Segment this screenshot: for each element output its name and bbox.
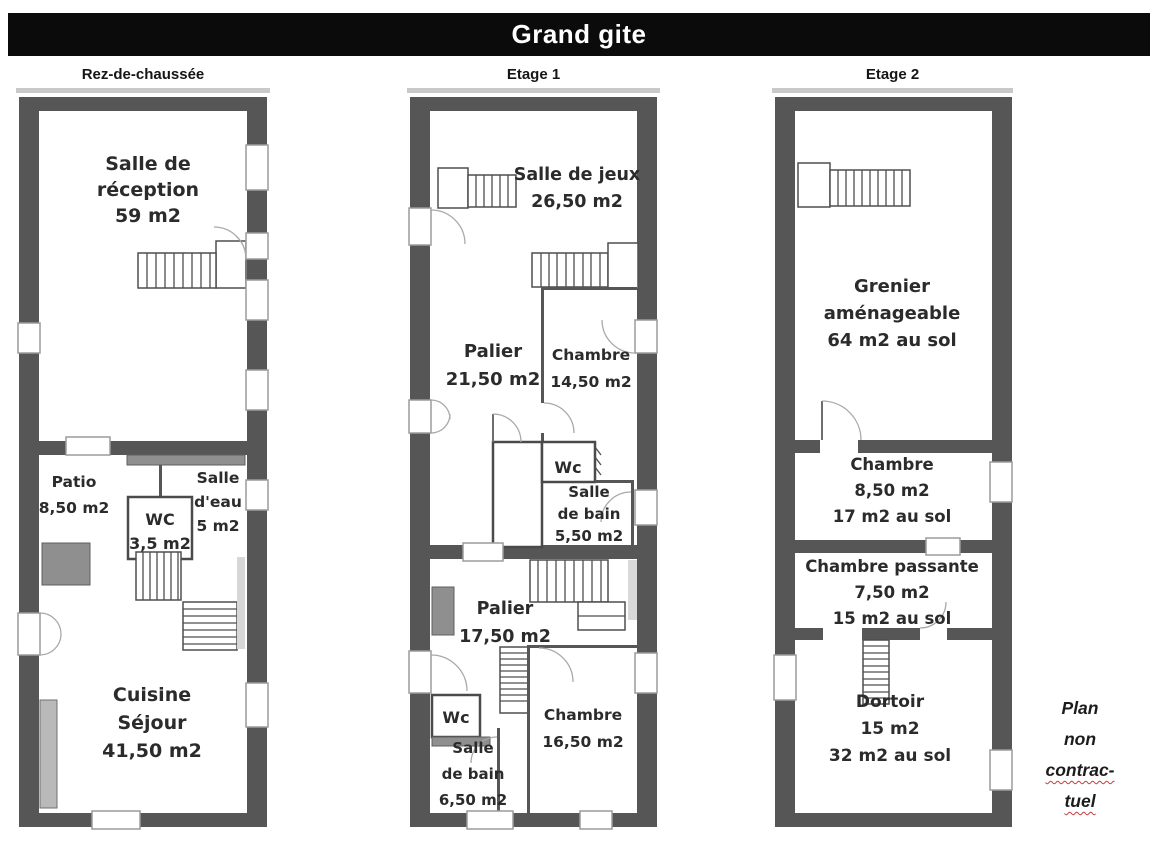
window-divider (463, 543, 503, 561)
svg-text:3,5 m2: 3,5 m2 (129, 534, 191, 553)
room-label-reception (97, 153, 199, 227)
room-label-palier1 (446, 341, 540, 390)
room-label-sdb2 (439, 739, 507, 809)
room-label-wc1: Wc (554, 458, 582, 477)
svg-text:17 m2 au sol: 17 m2 au sol (832, 507, 952, 526)
room-label-chambre2 (542, 706, 623, 751)
chambre1-walls (541, 287, 637, 442)
door-double-left (40, 613, 61, 655)
svg-text:Chambre: Chambre (551, 346, 631, 364)
svg-text:17,50 m2: 17,50 m2 (459, 627, 551, 647)
note-line: contrac- (1045, 760, 1115, 780)
room-label-palier2 (459, 599, 551, 647)
svg-text:réception: réception (96, 179, 200, 201)
stairs-mid (532, 243, 638, 289)
room-label-wc2: Wc (442, 708, 470, 727)
svg-text:de bain: de bain (557, 505, 621, 523)
svg-text:14,50 m2: 14,50 m2 (550, 373, 632, 391)
svg-text:Salle de jeux: Salle de jeux (513, 165, 641, 185)
floor-label-rdc: Rez-de-chaussée (81, 65, 205, 83)
window-divider (66, 437, 110, 455)
page-title: Grand gite (511, 19, 647, 49)
svg-text:21,50 m2: 21,50 m2 (445, 369, 541, 390)
room-label-dortoir (829, 692, 951, 766)
stairs-wc (136, 552, 245, 650)
floorplan-rez-de-chaussee (14, 88, 272, 830)
wall-accent (432, 587, 454, 635)
svg-text:Chambre: Chambre (850, 455, 934, 474)
floorplan-etage-1 (405, 88, 662, 830)
svg-text:16,50 m2: 16,50 m2 (542, 733, 624, 751)
kitchen-counter (40, 700, 57, 808)
image-edge (16, 88, 270, 93)
svg-text:Salle de: Salle de (105, 153, 191, 175)
svg-text:Chambre passante: Chambre passante (805, 557, 979, 576)
chambre2-walls (527, 645, 637, 813)
svg-text:41,50 m2: 41,50 m2 (102, 740, 202, 762)
plan-note (1030, 693, 1130, 817)
svg-text:59 m2: 59 m2 (114, 205, 182, 227)
image-edge (407, 88, 660, 93)
svg-text:Patio: Patio (51, 473, 97, 491)
svg-text:64 m2 au sol: 64 m2 au sol (827, 330, 957, 351)
patio-bench (42, 543, 90, 585)
room-label-grenier (824, 276, 961, 351)
svg-text:Palier: Palier (476, 599, 534, 619)
svg-text:7,50 m2: 7,50 m2 (854, 583, 930, 602)
svg-text:WC: WC (145, 510, 175, 529)
room-label-cuisine (102, 684, 202, 762)
room-label-sdb1 (555, 483, 623, 545)
note-line: non (1063, 729, 1097, 749)
stairs-grenier (798, 163, 910, 207)
svg-text:8,50 m2: 8,50 m2 (854, 481, 930, 500)
closet-box (493, 414, 542, 547)
room-label-patio (39, 473, 110, 517)
window-divider (926, 538, 960, 555)
svg-text:15 m2 au sol: 15 m2 au sol (832, 609, 952, 628)
room-label-salle-eau (194, 469, 242, 535)
svg-text:8,50 m2: 8,50 m2 (38, 499, 110, 517)
door-bottom (92, 811, 140, 829)
svg-text:Grenier: Grenier (854, 276, 930, 297)
floorplan-etage-2 (770, 88, 1015, 830)
room-label-salle-jeux (514, 165, 641, 212)
stairs-lower (530, 560, 637, 630)
svg-text:15 m2: 15 m2 (860, 719, 920, 739)
title-bar (8, 13, 1150, 56)
svg-text:Chambre: Chambre (543, 706, 623, 724)
svg-text:Cuisine: Cuisine (112, 684, 192, 706)
stairs-jeux (438, 168, 516, 208)
svg-text:32 m2 au sol: 32 m2 au sol (828, 746, 952, 766)
room-label-chambre (833, 455, 952, 526)
svg-text:6,50 m2: 6,50 m2 (438, 791, 508, 809)
image-edge (772, 88, 1013, 93)
stairs-ladder (500, 647, 528, 713)
svg-text:Dortoir: Dortoir (855, 692, 925, 712)
door-arc (544, 403, 574, 433)
svg-text:Salle: Salle (568, 483, 610, 501)
room-label-chambre1 (550, 346, 631, 391)
door-grenier (822, 401, 861, 440)
room-label-chambre-passante (805, 557, 979, 628)
floor-label-etage1: Etage 1 (506, 65, 561, 83)
svg-text:Séjour: Séjour (117, 712, 187, 734)
floor-label-etage2: Etage 2 (865, 65, 920, 83)
svg-text:d'eau: d'eau (194, 493, 242, 511)
svg-text:aménageable: aménageable (823, 303, 961, 324)
stairs-reception (138, 241, 246, 288)
svg-text:de bain: de bain (441, 765, 505, 783)
svg-text:Salle: Salle (452, 739, 494, 757)
note-line: Plan (1061, 698, 1099, 718)
svg-text:5 m2: 5 m2 (196, 517, 240, 535)
svg-text:5,50 m2: 5,50 m2 (554, 527, 624, 545)
svg-text:Salle: Salle (196, 469, 240, 487)
note-line: tuel (1064, 791, 1096, 811)
svg-text:26,50 m2: 26,50 m2 (531, 192, 623, 212)
svg-text:Palier: Palier (463, 341, 523, 362)
